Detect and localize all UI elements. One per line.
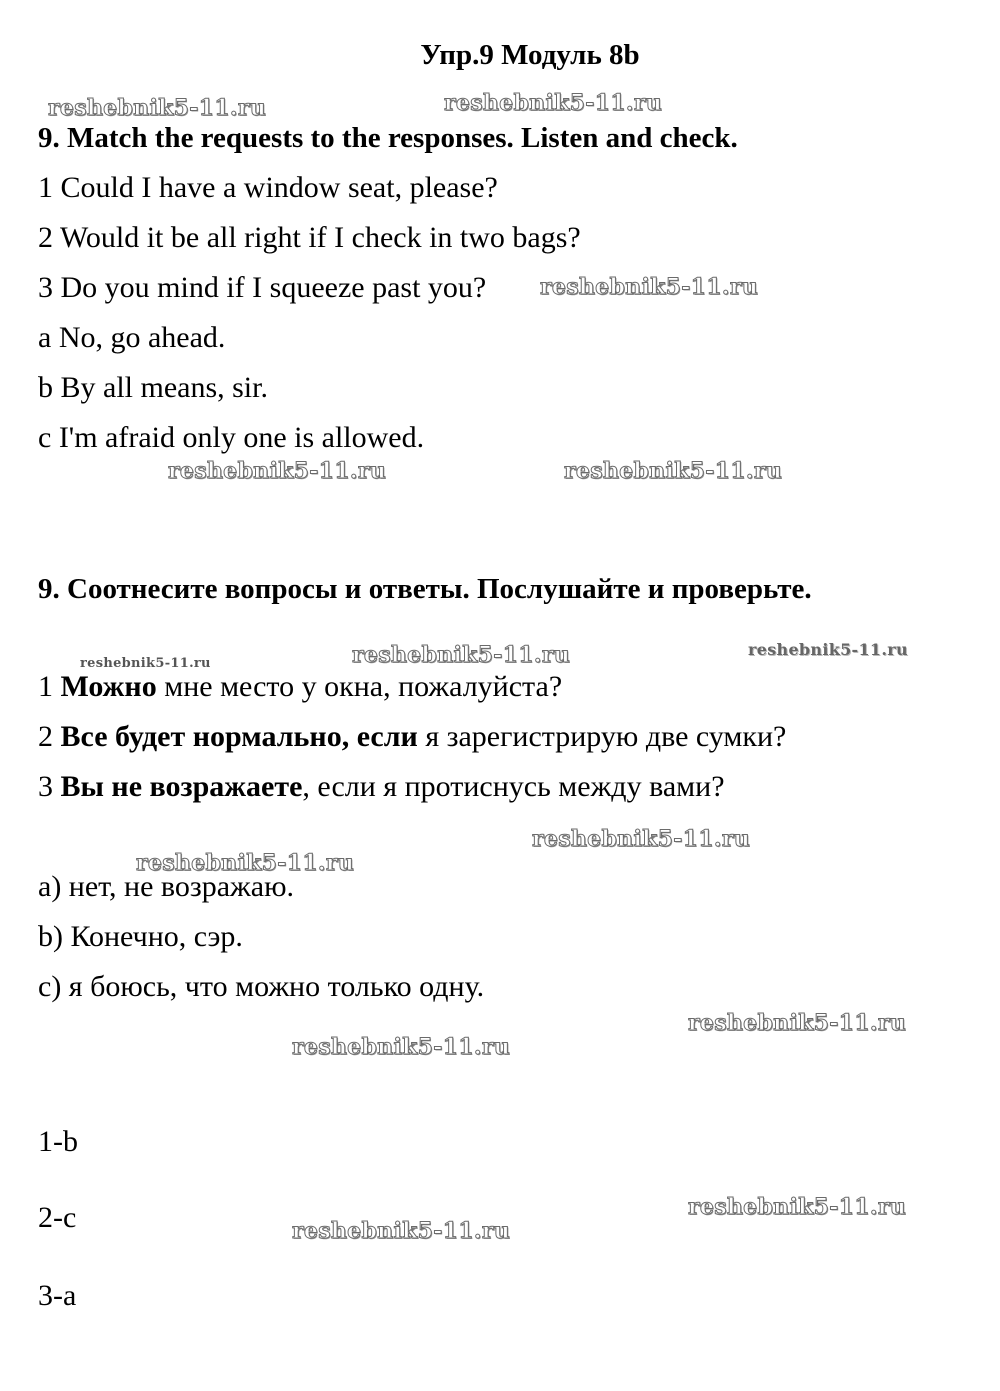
watermark: reshebnik5-11.ru [532,826,751,852]
russian-heading: 9. Соотнесите вопросы и ответы. Послушайте и проверьте. [38,573,812,605]
russian-request-3-rest: , если я протиснусь между вами? [302,770,725,803]
watermark: reshebnik5-11.ru [352,642,571,668]
russian-request-1-rest: мне место у окна, пожалуйста? [156,670,563,703]
english-request-1: 1 Could I have a window seat, please? [38,171,498,204]
watermark: reshebnik5-11.ru [540,274,759,300]
watermark: reshebnik5-11.ru [168,458,387,484]
answer-3: 3-a [38,1279,77,1312]
answer-2: 2-c [38,1201,77,1234]
answer-1: 1-b [38,1125,78,1158]
russian-request-1 [38,669,562,705]
english-response-c: c I'm afraid only one is allowed. [38,421,425,454]
watermark: reshebnik5-11.ru [292,1034,511,1060]
watermark: reshebnik5-11.ru [292,1218,511,1244]
russian-response-b: b) Конечно, сэр. [38,920,243,953]
english-request-3: 3 Do you mind if I squeeze past you? [38,271,487,304]
russian-request-3-keyword: Вы не возражаете [60,770,303,803]
russian-response-c: с) я боюсь, что можно только одну. [38,970,485,1003]
russian-request-2 [38,719,786,755]
watermark: reshebnik5-11.ru [444,90,663,116]
watermark: reshebnik5-11.ru [564,458,783,484]
watermark: reshebnik5-11.ru [48,95,267,121]
russian-request-2-rest: я зарегистрирую две сумки? [417,720,787,753]
english-request-2: 2 Would it be all right if I check in two bags? [38,221,581,254]
russian-request-1-keyword: Можно [60,670,157,703]
watermark: reshebnik5-11.ru [688,1194,907,1220]
english-response-b: b By all means, sir. [38,371,268,404]
watermark: reshebnik5-11.ru [80,656,211,671]
russian-request-1-number: 1 [38,670,61,703]
russian-request-2-number: 2 [38,720,61,753]
russian-response-a: а) нет, не возражаю. [38,870,294,903]
english-heading: 9. Match the requests to the responses. Listen and check. [38,122,738,154]
english-response-a: a No, go ahead. [38,321,226,354]
watermark: reshebnik5-11.ru [136,850,355,876]
russian-request-3 [38,769,725,805]
watermark: reshebnik5-11.ru [688,1010,907,1036]
page-title: Упр.9 Модуль 8b [420,39,640,71]
watermark: reshebnik5-11.ru [748,640,908,659]
russian-request-3-number: 3 [38,770,61,803]
russian-request-2-keyword: Все будет нормально, если [60,720,418,753]
